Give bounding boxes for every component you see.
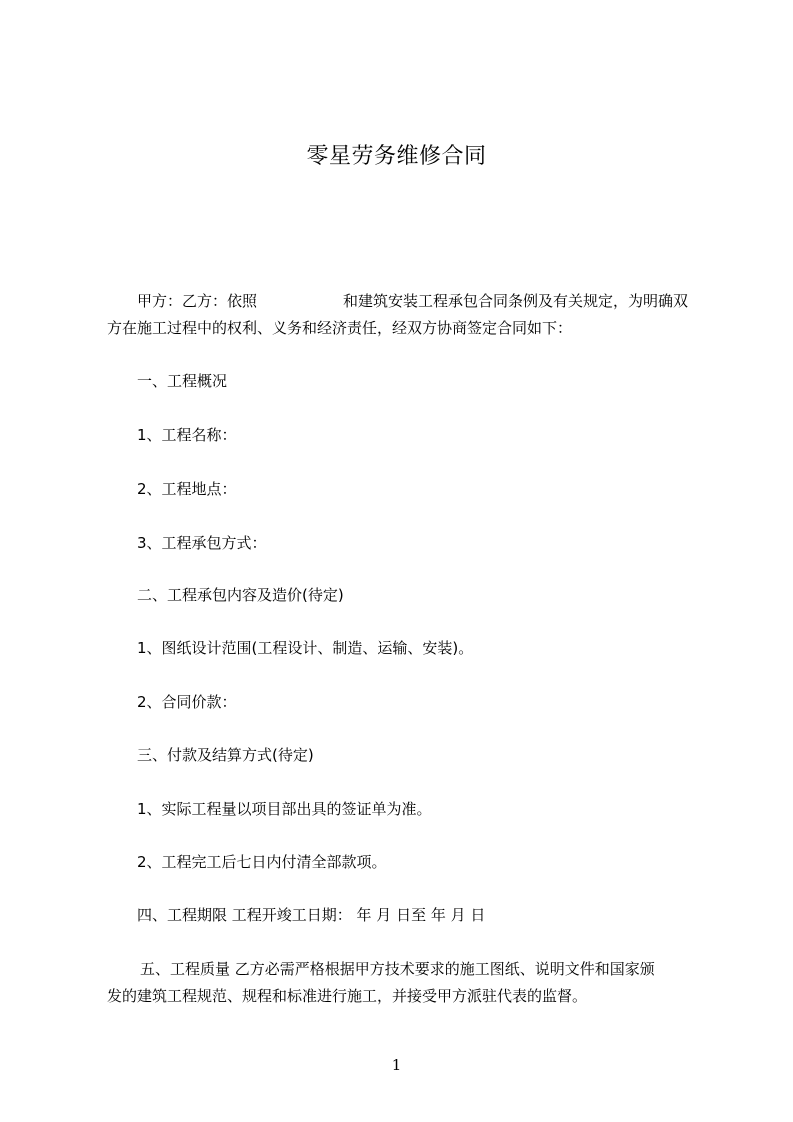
contract-method-line: 3、工程承包方式： — [137, 534, 267, 552]
quality-line-2: 发的建筑工程规范、规程和标准进行施工，并接受甲方派驻代表的监督。 — [107, 987, 588, 1005]
project-name-line: 1、工程名称： — [137, 426, 237, 444]
intro-line-2: 方在施工过程中的权利、义务和经济责任，经双方协商签定合同如下： — [107, 319, 573, 337]
intro-line-1-start: 甲方：乙方：依照 — [137, 292, 258, 310]
quality-line-1: 五、工程质量 乙方必需严格根据甲方技术要求的施工图纸、说明文件和国家颁 — [140, 960, 655, 978]
intro-line-1-end: 和建筑安装工程承包合同条例及有关规定，为明确双 — [343, 292, 689, 310]
payment-rule-1: 1、实际工程量以项目部出具的签证单为准。 — [137, 800, 432, 818]
contract-price-line: 2、合同价款： — [137, 693, 237, 711]
design-scope-line: 1、图纸设计范围(工程设计、制造、运输、安装)。 — [137, 639, 474, 657]
section-heading-period: 四、工程期限 工程开竣工日期： 年 月 日至 年 月 日 — [137, 906, 486, 924]
section-heading-payment: 三、付款及结算方式(待定) — [137, 746, 314, 764]
page-number: 1 — [391, 1056, 402, 1074]
payment-rule-2: 2、工程完工后七日内付清全部款项。 — [137, 853, 387, 871]
project-location-line: 2、工程地点： — [137, 480, 237, 498]
intro-line-1 — [137, 291, 688, 311]
document-title: 零星劳务维修合同 — [306, 144, 487, 169]
section-heading-scope: 二、工程承包内容及造价(待定) — [137, 586, 344, 604]
section-heading-overview: 一、工程概况 — [137, 372, 228, 390]
